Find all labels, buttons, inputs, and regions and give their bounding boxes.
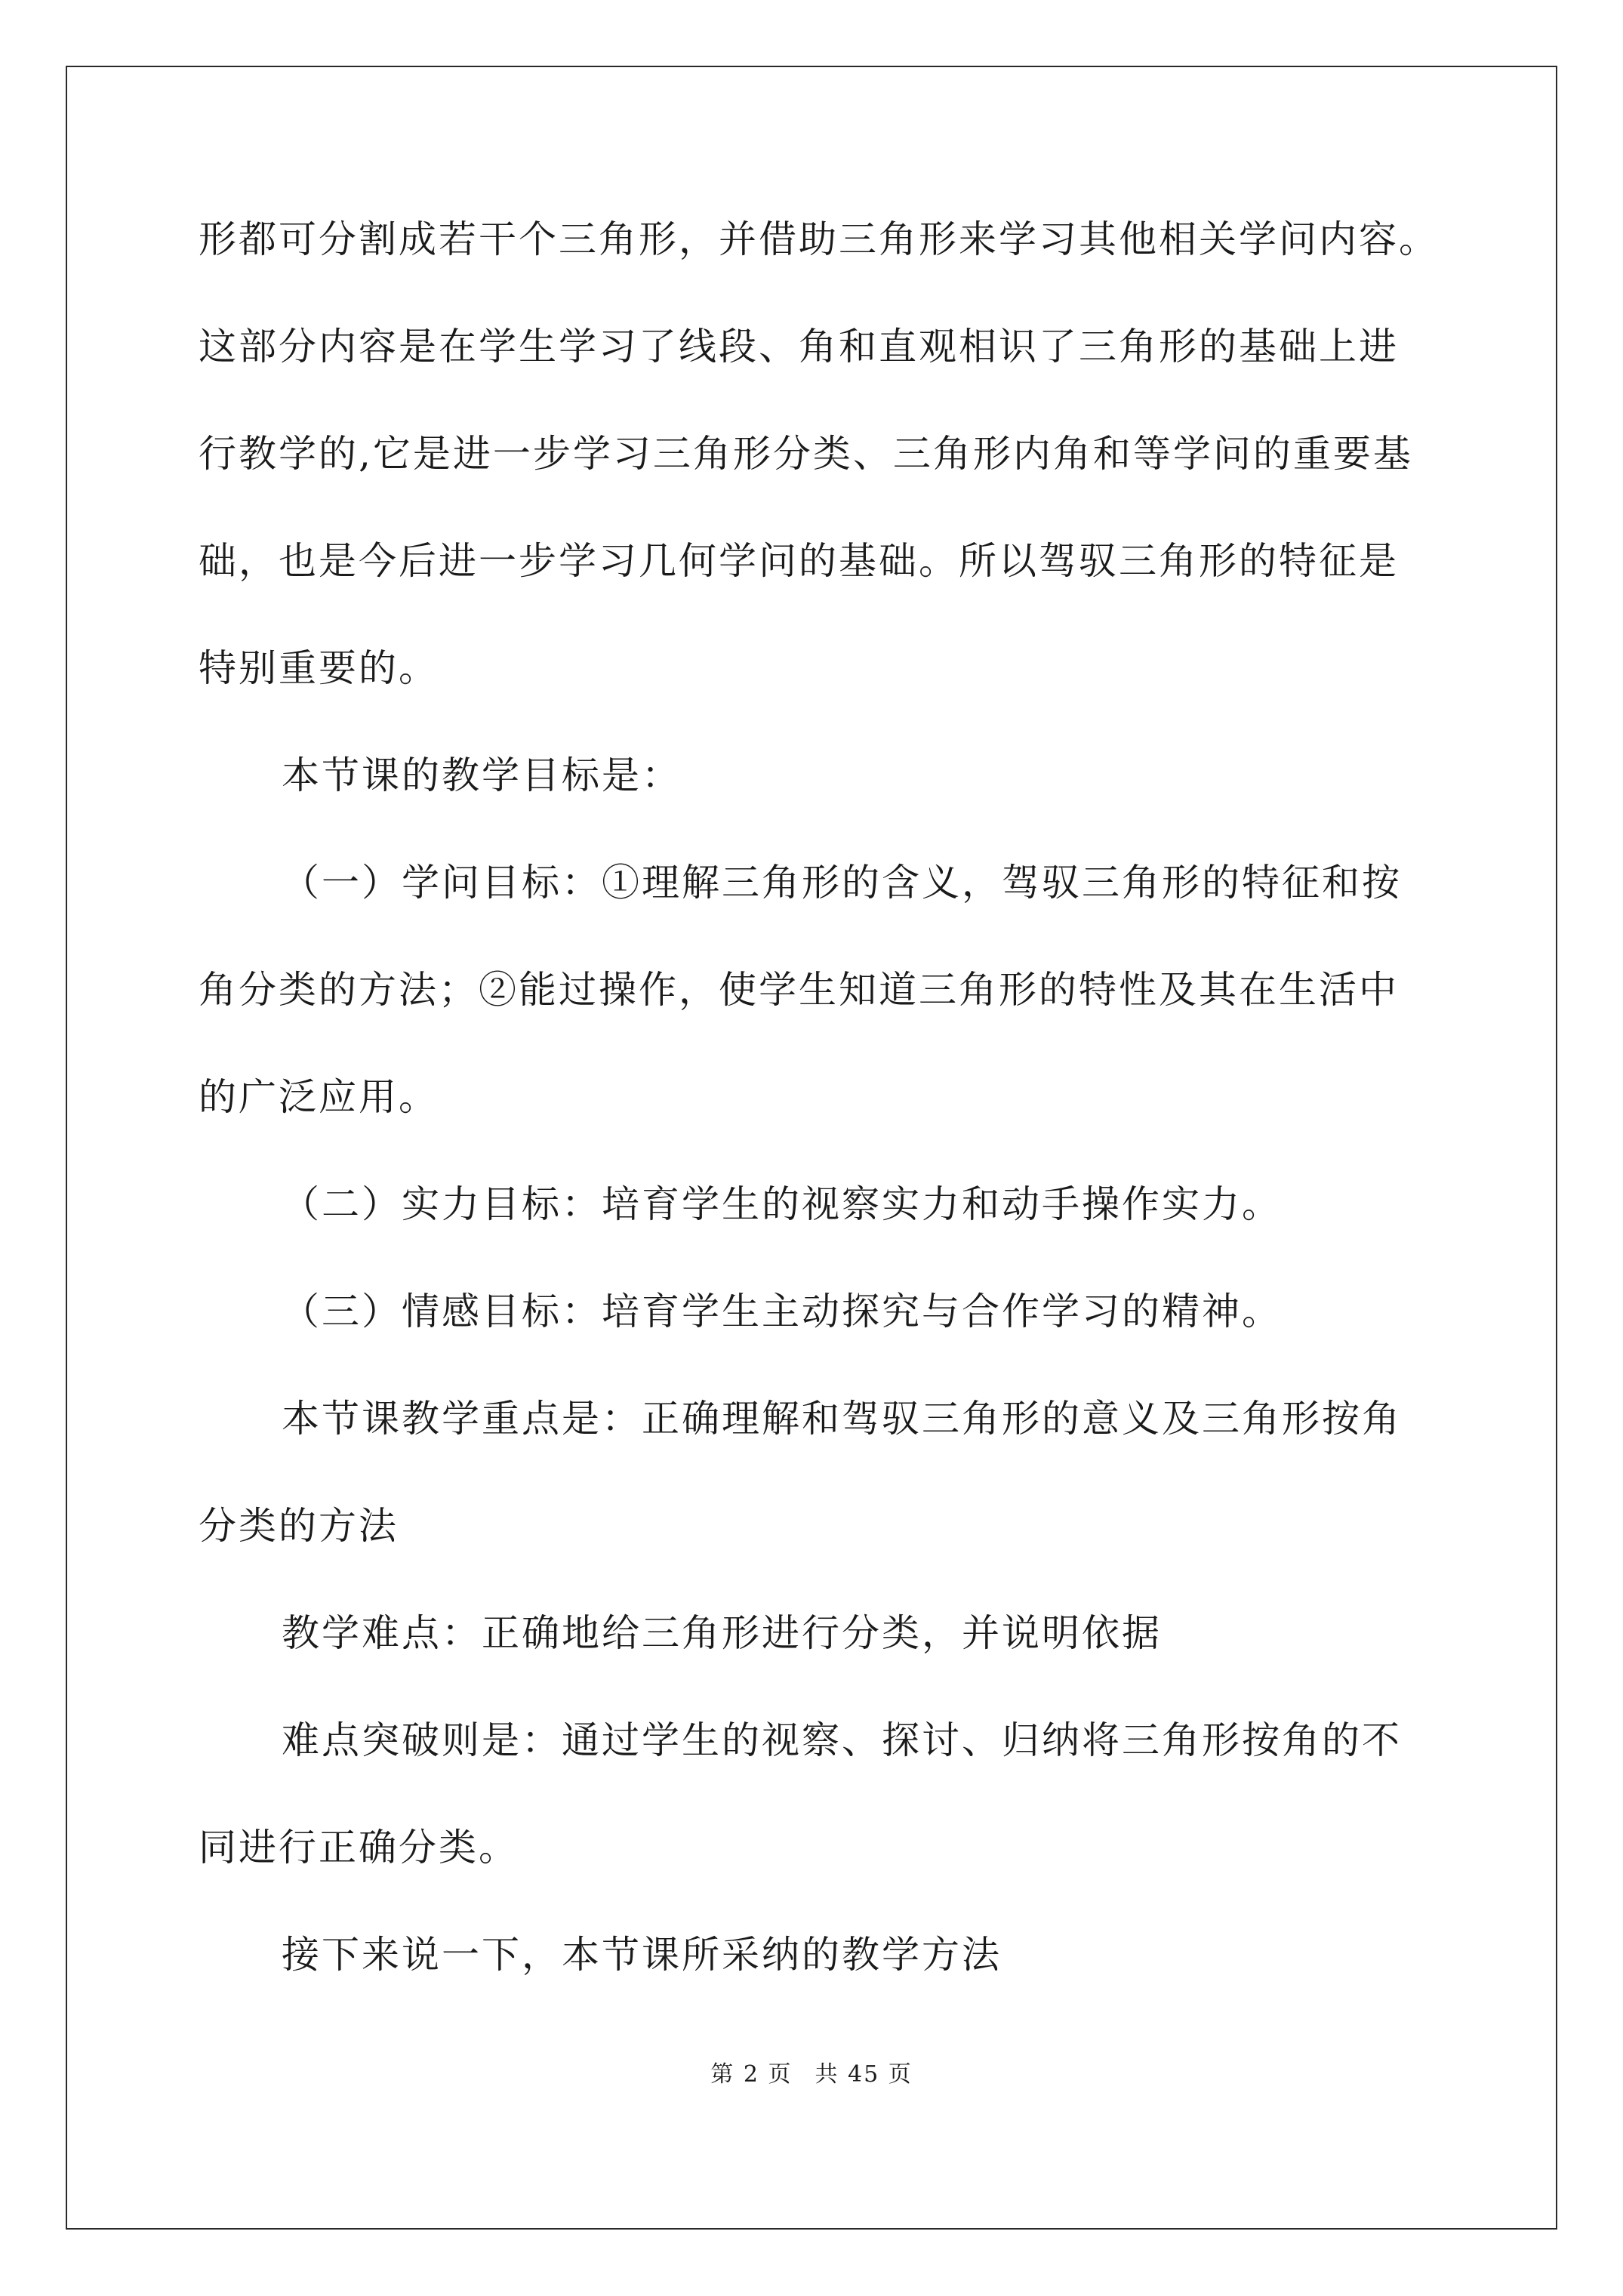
text-line: 础，也是今后进一步学习几何学问的基础。所以驾驭三角形的特征是: [199, 539, 1399, 583]
page-border: [66, 66, 1557, 2230]
text-line: 角分类的方法；②能过操作，使学生知道三角形的特性及其在生活中: [199, 968, 1399, 1012]
paragraph-start: 本节课的教学目标是：: [282, 754, 682, 797]
text-line: 同进行正确分类。: [199, 1826, 519, 1869]
paragraph-start: 本节课教学重点是：正确理解和驾驭三角形的意义及三角形按角: [282, 1397, 1402, 1441]
page-footer: [0, 2060, 1623, 2090]
page-number: 第 2 页: [710, 2061, 793, 2088]
text-line: 这部分内容是在学生学习了线段、角和直观相识了三角形的基础上进: [199, 325, 1399, 368]
text-line: 特别重要的。: [199, 646, 439, 690]
page-total: 共 45 页: [815, 2061, 913, 2088]
paragraph-start: 难点突破则是：通过学生的视察、探讨、归纳将三角形按角的不: [282, 1718, 1402, 1762]
paragraph-start: （二）实力目标：培育学生的视察实力和动手操作实力。: [282, 1182, 1282, 1226]
text-line: 行教学的,它是进一步学习三角形分类、三角形内角和等学问的重要基: [199, 432, 1413, 476]
paragraph-start: （三）情感目标：培育学生主动探究与合作学习的精神。: [282, 1290, 1282, 1333]
text-line: 的广泛应用。: [199, 1075, 439, 1119]
paragraph-start: （一）学问目标：①理解三角形的含义，驾驭三角形的特征和按: [282, 861, 1402, 905]
paragraph-start: 接下来说一下，本节课所采纳的教学方法: [282, 1933, 1002, 1977]
paragraph-start: 教学难点：正确地给三角形进行分类，并说明依据: [282, 1611, 1162, 1655]
text-line: 形都可分割成若干个三角形，并借助三角形来学习其他相关学问内容。: [199, 217, 1439, 261]
text-line: 分类的方法: [199, 1504, 399, 1548]
